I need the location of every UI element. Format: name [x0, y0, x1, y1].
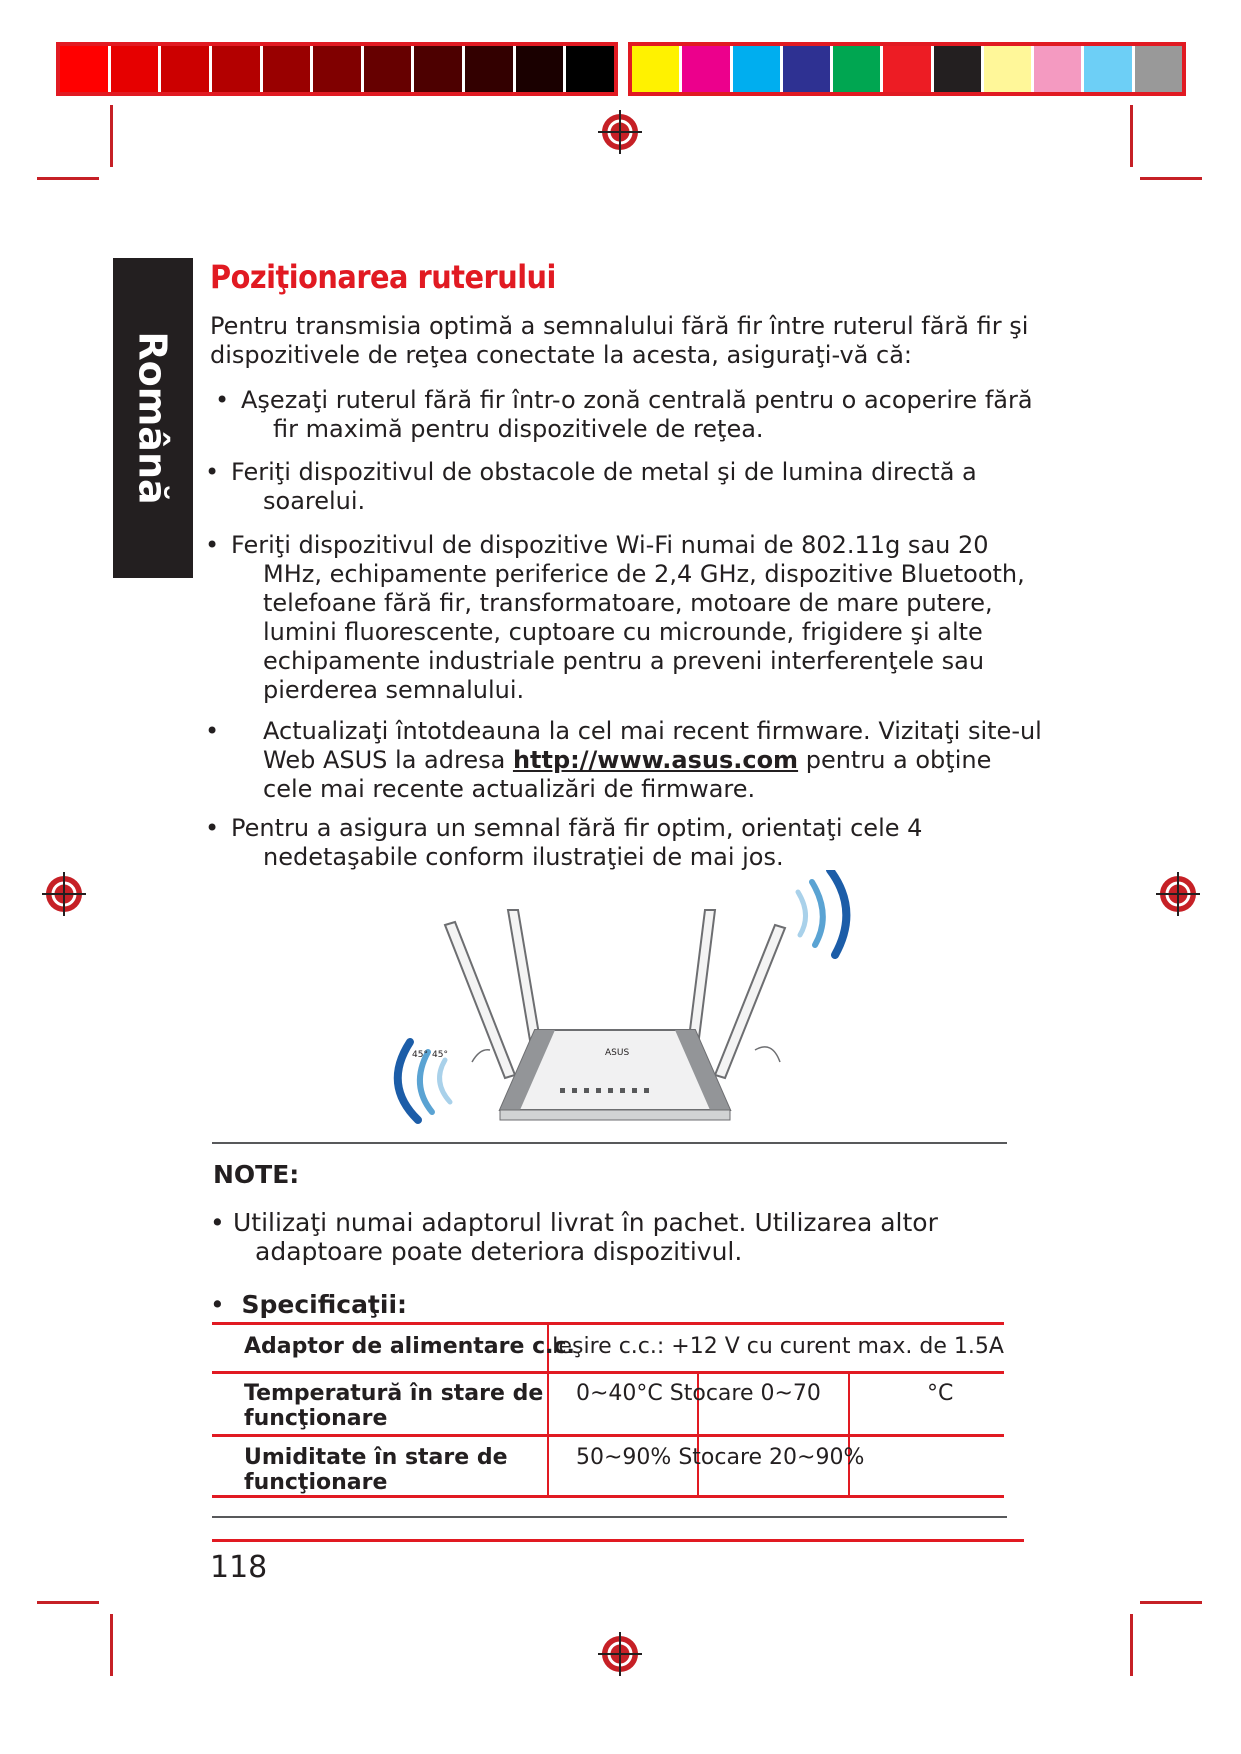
section-title: Poziţionarea ruterului [210, 258, 556, 296]
crop-mark [1140, 1601, 1202, 1604]
language-label: Română [131, 331, 175, 505]
specs-heading [210, 1290, 407, 1319]
color-swatch [313, 46, 364, 92]
registration-mark-icon [598, 110, 642, 154]
bullet-icon: • [215, 386, 230, 414]
color-swatch [682, 46, 732, 92]
crop-mark [37, 1601, 99, 1604]
color-bar-right [628, 42, 1186, 96]
color-swatch [984, 46, 1034, 92]
color-swatch [1084, 46, 1134, 92]
color-swatch [632, 46, 682, 92]
specs-title: Specificaţii: [241, 1290, 408, 1319]
spec-value: Ieşire c.c.: +12 V cu curent max. de 1.5A [552, 1334, 1004, 1359]
registration-mark-icon [598, 1632, 642, 1676]
intro-paragraph: Pentru transmisia optimă a semnalului fără fir între ruterul fără fir şi dispozitivele de reţea conectate la acesta, asiguraţi-vă că: [210, 312, 1029, 369]
color-swatch [883, 46, 933, 92]
note-text: Utilizaţi numai adaptorul livrat în pachet. Utilizarea altor adaptoare poate deteriora dispozitivul. [233, 1208, 938, 1266]
color-swatch [1135, 46, 1182, 92]
bullet-icon: • [205, 717, 220, 745]
bullet-icon: • [205, 531, 220, 559]
bullet-icon: • [205, 458, 220, 486]
spec-unit: °C [927, 1381, 954, 1406]
note-title: NOTE: [213, 1160, 300, 1189]
list-item [205, 717, 1045, 804]
color-swatch [263, 46, 314, 92]
color-swatch [364, 46, 415, 92]
crop-mark [110, 105, 113, 167]
color-swatch [111, 46, 162, 92]
list-item-text: Aşezaţi ruterul fără fir într-o zonă centrală pentru o acoperire fără fir maximă pentru dispozitivele de reţea. [241, 386, 1033, 443]
router-illustration [360, 870, 880, 1130]
angle-label: 45° [412, 1050, 428, 1060]
list-item [205, 531, 1045, 705]
spec-value: 50~90% Stocare 20~90% [576, 1445, 865, 1470]
divider [212, 1516, 1007, 1518]
crop-mark [1130, 1614, 1133, 1676]
bullet-icon: • [210, 1208, 225, 1237]
color-swatch [60, 46, 111, 92]
registration-mark-icon [42, 872, 86, 916]
color-swatch [212, 46, 263, 92]
list-item-text: Feriţi dispozitivul de dispozitive Wi-Fi numai de 802.11g sau 20 MHz, echipamente periferice de 2,4 GHz, dispozitive Bluetooth, telefoane fără fir, transformatoare, motoare de mare putere, lumini fluorescente, cuptoare cu microunde, frigidere şi alte echipamente industriale pentru a preveni interferenţele sau pierderea semnalului. [231, 531, 1025, 704]
color-bar-left [56, 42, 618, 96]
color-swatch [733, 46, 783, 92]
note-item [210, 1208, 1010, 1266]
color-swatch [516, 46, 567, 92]
spec-value: 0~40°C Stocare 0~70 [576, 1381, 821, 1406]
spec-label: Adaptor de alimentare c.c. [244, 1334, 575, 1359]
brand-label: ASUS [605, 1048, 630, 1058]
page-number: 118 [210, 1550, 268, 1585]
list-item [205, 458, 1045, 516]
color-swatch [566, 46, 614, 92]
color-swatch [833, 46, 883, 92]
angle-label: 45° [432, 1050, 448, 1060]
crop-mark [1140, 177, 1202, 180]
color-swatch [161, 46, 212, 92]
spec-label: Temperatură în stare de funcţionare [244, 1381, 544, 1431]
registration-mark-icon [1156, 872, 1200, 916]
color-swatch [414, 46, 465, 92]
bullet-icon: • [205, 814, 220, 842]
divider [212, 1142, 1007, 1144]
list-item [215, 386, 1055, 444]
router-body-icon [500, 1030, 730, 1120]
list-item [205, 814, 1045, 872]
color-swatch [934, 46, 984, 92]
wifi-signal-icon [798, 870, 846, 955]
list-item-text: Pentru a asigura un semnal fără fir optim, orientaţi cele 4 nedetaşabile conform ilustraţiei de mai jos. [231, 814, 923, 871]
color-swatch [783, 46, 833, 92]
list-item-text: Actualizaţi întotdeauna la cel mai recent firmware. Vizitaţi site-ul Web ASUS la adresa http://www.asus.com pentru a obţine cele mai recente actualizări de firmware. [263, 717, 1042, 803]
crop-mark [110, 1614, 113, 1676]
footer-rule [212, 1539, 1024, 1542]
spec-label: Umiditate în stare de funcţionare [244, 1445, 508, 1495]
asus-website-link[interactable]: http://www.asus.com [512, 746, 799, 774]
color-swatch [465, 46, 516, 92]
language-tab [113, 258, 193, 578]
bullet-icon: • [210, 1290, 225, 1319]
list-item-text: Feriţi dispozitivul de obstacole de metal şi de lumina directă a soarelui. [231, 458, 977, 515]
color-swatch [1034, 46, 1084, 92]
crop-mark [1130, 105, 1133, 167]
specs-table [212, 1322, 1004, 1498]
crop-mark [37, 177, 99, 180]
